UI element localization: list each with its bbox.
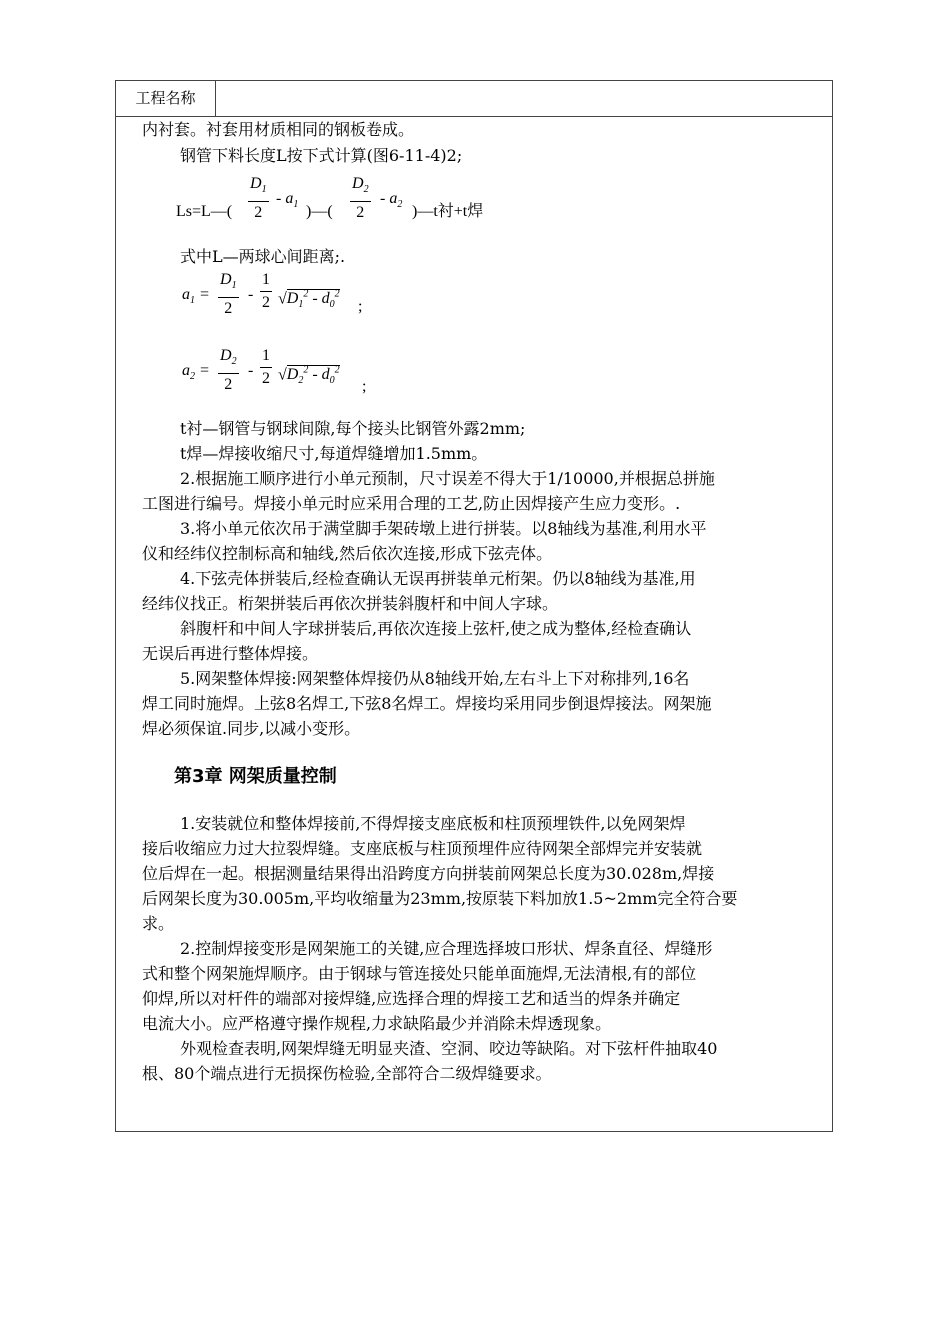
fraction-half: $\frac{1}{2}$: [262, 271, 270, 311]
fraction-d1-half: $\frac{D_1}{2}$: [220, 271, 237, 318]
text-line: 接后收缩应力过大拉裂焊缝。支座底板与柱顶预埋件应待网架全部焊完并安装就: [142, 839, 703, 858]
project-name-value: [217, 81, 831, 116]
text-line: 2.控制焊接变形是网架施工的关键,应合理选择坡口形状、焊条直径、焊缝形: [180, 939, 713, 958]
a2-formula: [182, 345, 432, 393]
text-line: 工图进行编号。焊接小单元时应采用合理的工艺,防止因焊接产生应力变形。.: [142, 494, 681, 513]
minus-a1: - $a_1$: [276, 190, 299, 211]
text-line: 经纬仪找正。桁架拼装后再依次拼装斜腹杆和中间人字球。: [142, 594, 559, 613]
text-line: 无误后再进行整体焊接。: [142, 644, 319, 663]
fraction-half: $\frac{1}{2}$: [262, 347, 270, 387]
text-line: 内衬套。衬套用材质相同的钢板卷成。: [142, 120, 415, 139]
text-line: 电流大小。应严格遵守操作规程,力求缺陷最少并消除未焊透现象。: [142, 1014, 612, 1033]
text-line: 外观检查表明,网架焊缝无明显夹渣、空洞、咬边等缺陷。对下弦杆件抽取40: [180, 1039, 718, 1058]
text-line: 2.根据施工顺序进行小单元预制，尺寸误差不得大于1/10000,并根据总拼施: [180, 469, 715, 488]
text-line: 斜腹杆和中间人字球拼装后,再依次连接上弦杆,使之成为整体,经检查确认: [180, 619, 692, 638]
a2-lhs: $a_2$ =: [182, 362, 210, 383]
text-line: 位后焊在一起。根据测量结果得出沿跨度方向拼装前网架总长度为30.028m,焊接: [142, 864, 715, 883]
text-line: t衬—钢管与钢球间隙,每个接头比钢管外露2mm;: [180, 419, 526, 438]
text-line: 1.安装就位和整体焊接前,不得焊接支座底板和柱顶预埋铁件,以免网架焊: [180, 814, 686, 833]
text-line: t焊—焊接收缩尺寸,每道焊缝增加1.5mm。: [180, 444, 488, 463]
text-line: 3.将小单元依次吊于满堂脚手架砖墩上进行拼装。以8轴线为基准,利用水平: [180, 519, 707, 538]
fraction-d1: $\frac{D_1}{2}$: [250, 175, 267, 222]
project-name-label: 工程名称: [116, 81, 216, 116]
text-line: 根、80个端点进行无损探伤检验,全部符合二级焊缝要求。: [142, 1064, 552, 1083]
header-row: [116, 81, 832, 117]
text-line: 钢管下料长度L按下式计算(图6-11-4)2;: [180, 146, 463, 165]
semicolon: ;: [358, 298, 363, 315]
text-line: 4.下弦壳体拼装后,经检查确认无误再拼装单元桁架。仍以8轴线为基准,用: [180, 569, 696, 588]
text-line: 焊必须保谊.同步,以减小变形。: [142, 719, 361, 738]
minus-a2: - $a_2$: [380, 190, 403, 211]
minus-sign: -: [248, 362, 254, 379]
minus-sign: -: [248, 286, 254, 303]
document-table: [115, 80, 833, 1132]
text-line: 仰焊,所以对杆件的端部对接焊缝,应选择合理的焊接工艺和适当的焊条并确定: [142, 989, 681, 1008]
ls-prefix: Ls=L—(: [176, 203, 233, 220]
text-line: 式中L—两球心间距离;.: [180, 247, 346, 266]
text-line: 仪和经纬仪控制标高和轴线,然后依次连接,形成下弦壳体。: [142, 544, 553, 563]
a1-lhs: $a_1$ =: [182, 286, 210, 307]
semicolon: ;: [362, 378, 367, 395]
sqrt-expression: $√D_1^2 - d_0^2$: [278, 289, 340, 311]
a1-formula: [182, 269, 432, 317]
text-line: 焊工同时施焊。上弦8名焊工,下弦8名焊工。焊接均采用同步倒退焊接法。网架施: [142, 694, 712, 713]
fraction-d2: $\frac{D_2}{2}$: [352, 175, 369, 222]
chapter-heading: 第3章 网架质量控制: [174, 766, 337, 787]
ls-formula: [176, 173, 596, 223]
text-line: 式和整个网架施焊顺序。由于钢球与管连接处只能单面施焊,无法清根,有的部位: [142, 964, 697, 983]
ls-suffix: )—t衬+t焊: [412, 203, 484, 220]
text-line: 后网架长度为30.005m,平均收缩量为23mm,按原装下料加放1.5~2mm完全符合要: [142, 889, 738, 908]
ls-mid: )—(: [306, 203, 333, 220]
fraction-d2-half: $\frac{D_2}{2}$: [220, 347, 237, 394]
sqrt-expression: $√D_2^2 - d_0^2$: [278, 365, 340, 387]
text-line: 5.网架整体焊接:网架整体焊接仍从8轴线开始,左右斗上下对称排列,16名: [180, 669, 690, 688]
text-line: 求。: [142, 914, 175, 933]
